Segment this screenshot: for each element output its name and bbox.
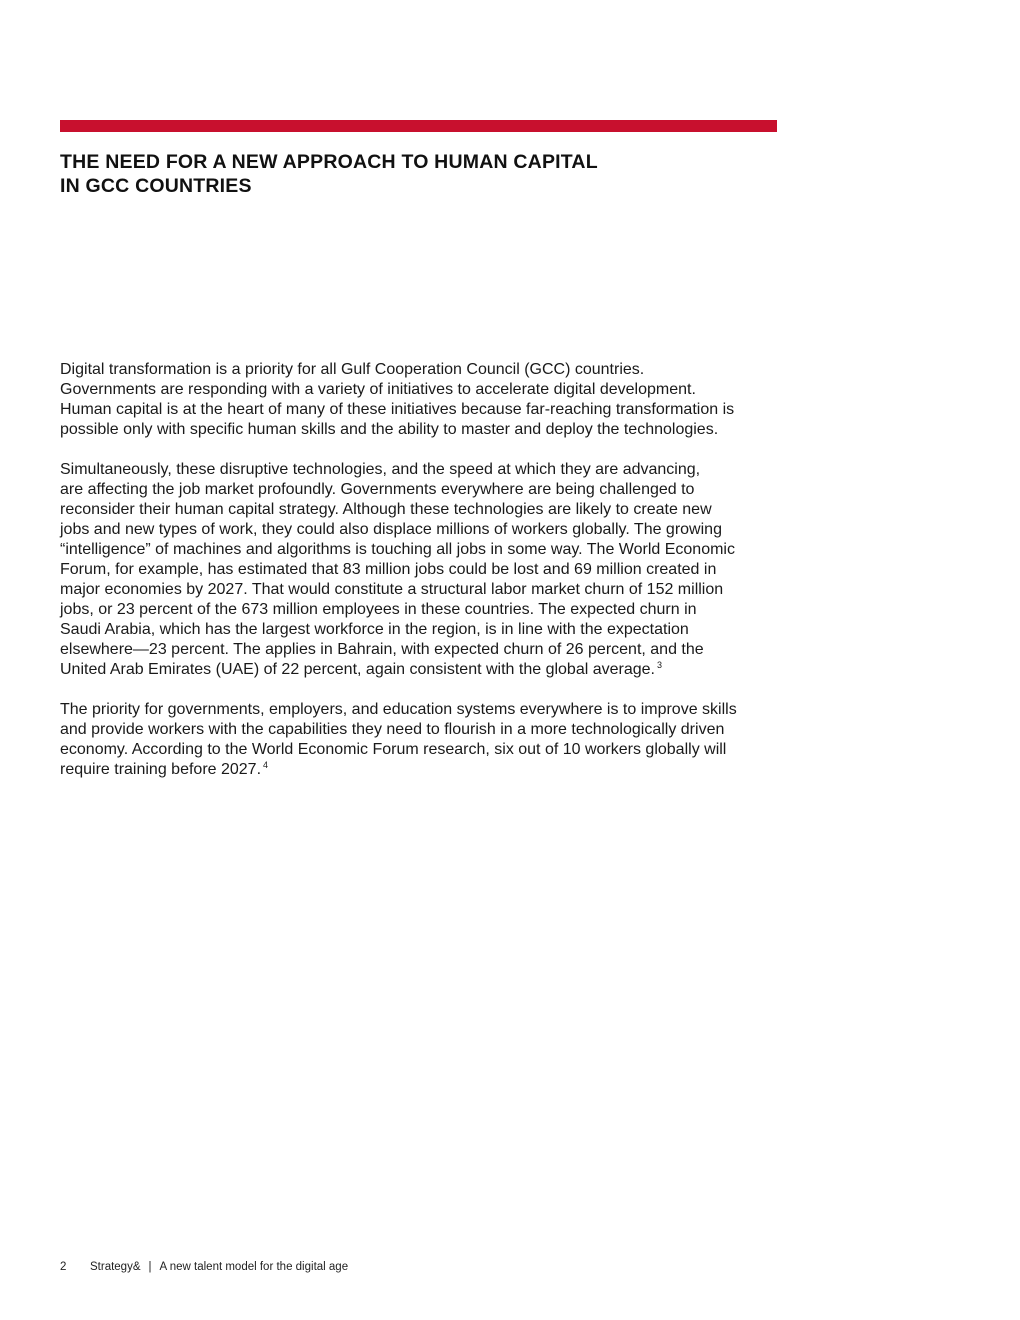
body-text <box>60 360 780 800</box>
paragraph-line: Digital transformation is a priority for all Gulf Cooperation Council (GCC) countries. <box>60 361 645 378</box>
paragraph-line: jobs, or 23 percent of the 673 million employees in these countries. The expected churn in <box>60 601 697 618</box>
paragraph-line: elsewhere—23 percent. The applies in Bahrain, with expected churn of 26 percent, and the <box>60 641 704 658</box>
page-number: 2 <box>60 1261 67 1273</box>
paragraph-line: and provide workers with the capabilities they need to flourish in a more technologically driven <box>60 721 725 738</box>
paragraph-line: possible only with specific human skills and the ability to master and deploy the technologies. <box>60 421 719 438</box>
section-heading <box>60 150 780 198</box>
paragraph-line-last <box>60 660 780 680</box>
paragraph-line: “intelligence” of machines and algorithms is touching all jobs in some way. The World Economic <box>60 541 735 558</box>
footer-brand: Strategy& <box>90 1261 141 1273</box>
paragraph-line: The priority for governments, employers, and education systems everywhere is to improve skills <box>60 701 737 718</box>
paragraph-line: are affecting the job market profoundly. Governments everywhere are being challenged to <box>60 481 695 498</box>
paragraph-line-text: United Arab Emirates (UAE) of 22 percent, again consistent with the global average. <box>60 661 655 678</box>
paragraph-line: Governments are responding with a variety of initiatives to accelerate digital development. <box>60 381 696 398</box>
heading-line-1: THE NEED FOR A NEW APPROACH TO HUMAN CAPITAL <box>60 151 598 173</box>
footer-separator: | <box>148 1261 152 1273</box>
paragraph-line: economy. According to the World Economic Forum research, six out of 10 workers globally will <box>60 741 727 758</box>
footnote-marker: 4 <box>263 759 269 770</box>
footnote-marker: 3 <box>657 659 663 670</box>
paragraph-line: Human capital is at the heart of many of these initiatives because far-reaching transformation is <box>60 401 735 418</box>
paragraph-2 <box>60 460 780 680</box>
paragraph-line: Saudi Arabia, which has the largest workforce in the region, is in line with the expectation <box>60 621 689 638</box>
paragraph-line: Forum, for example, has estimated that 83 million jobs could be lost and 69 million created in <box>60 561 717 578</box>
paragraph-1 <box>60 360 780 440</box>
heading-line-2: IN GCC COUNTRIES <box>60 175 252 197</box>
paragraph-line-last <box>60 760 780 780</box>
footer-title: A new talent model for the digital age <box>159 1261 349 1273</box>
accent-bar <box>60 120 777 132</box>
page-footer <box>60 1260 348 1274</box>
paragraph-line: major economies by 2027. That would constitute a structural labor market churn of 152 million <box>60 581 724 598</box>
paragraph-line-text: require training before 2027. <box>60 761 262 778</box>
paragraph-3 <box>60 700 780 780</box>
paragraph-line: jobs and new types of work, they could also displace millions of workers globally. The growing <box>60 521 722 538</box>
paragraph-line: reconsider their human capital strategy. Although these technologies are likely to create new <box>60 501 712 518</box>
paragraph-line: Simultaneously, these disruptive technologies, and the speed at which they are advancing, <box>60 461 701 478</box>
